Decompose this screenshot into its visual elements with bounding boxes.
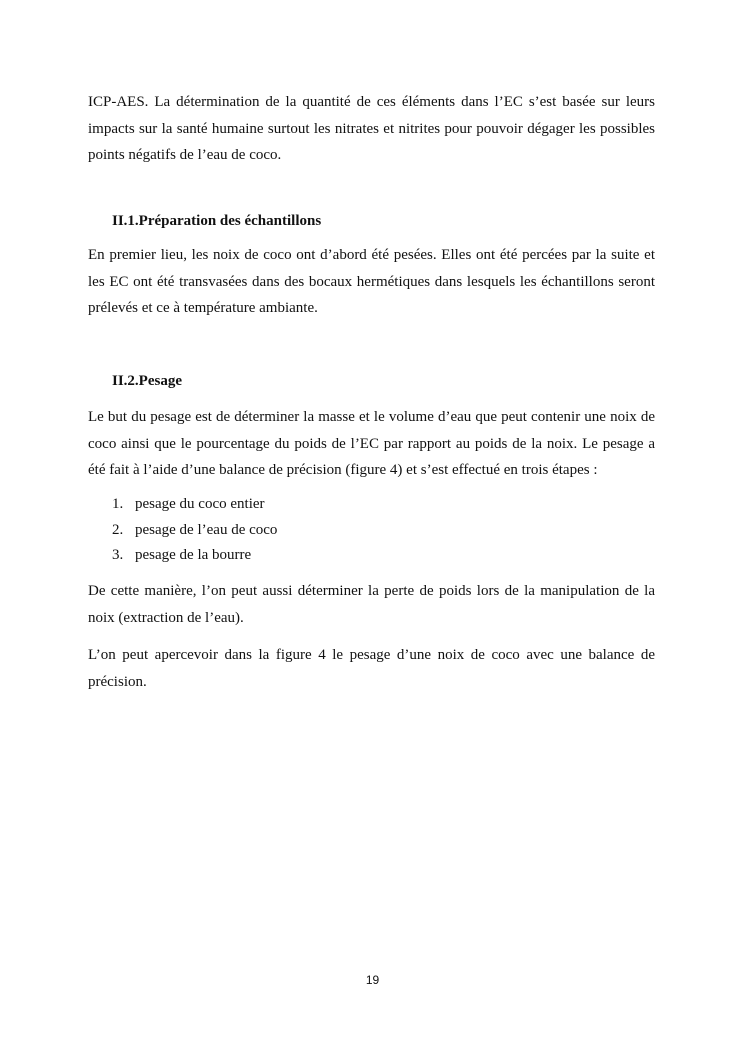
page-number: 19 [365, 973, 380, 987]
paragraph-pesage: Le but du pesage est de déterminer la masse et le volume d’eau que peut contenir une noix de coco ainsi que le pourcentage du poids de l’EC par rapport au poids de la noix. Le pesage a été fait à l’aide d’une balance de précision (figure 4) et s’est effectué en trois étapes : [88, 409, 655, 478]
paragraph-preparation: En premier lieu, les noix de coco ont d’abord été pesées. Elles ont été percées par la suite et les EC ont été transvasées dans des bocaux hermétiques dans lesquels les échantillons seront prélevés et ce à température ambiante. [88, 247, 655, 316]
section-heading-preparation: II.1.Préparation des échantillons [112, 213, 322, 229]
list-text: pesage de l’eau de coco [135, 521, 278, 538]
list-item [112, 543, 277, 569]
list-item [112, 518, 277, 544]
paragraph-figure: L’on peut apercevoir dans la figure 4 le pesage d’une noix de coco avec une balance de précision. [88, 647, 655, 690]
list-text: pesage du coco entier [135, 496, 265, 512]
steps-list [112, 492, 277, 569]
list-number: 3. [112, 547, 124, 563]
list-item [112, 492, 277, 518]
list-number: 2. [112, 521, 124, 538]
paragraph-intro: ICP-AES. La détermination de la quantité de ces éléments dans l’EC s’est basée sur leurs impacts sur la santé humaine surtout les nitrates et nitrites pour pouvoir dégager les possibles points négatifs de l’eau de coco. [88, 94, 655, 163]
paragraph-perte: De cette manière, l’on peut aussi déterminer la perte de poids lors de la manipulation de la noix (extraction de l’eau). [88, 583, 655, 626]
section-heading-pesage: II.2.Pesage [112, 373, 182, 389]
list-number: 1. [112, 496, 124, 512]
list-text: pesage de la bourre [135, 547, 252, 563]
